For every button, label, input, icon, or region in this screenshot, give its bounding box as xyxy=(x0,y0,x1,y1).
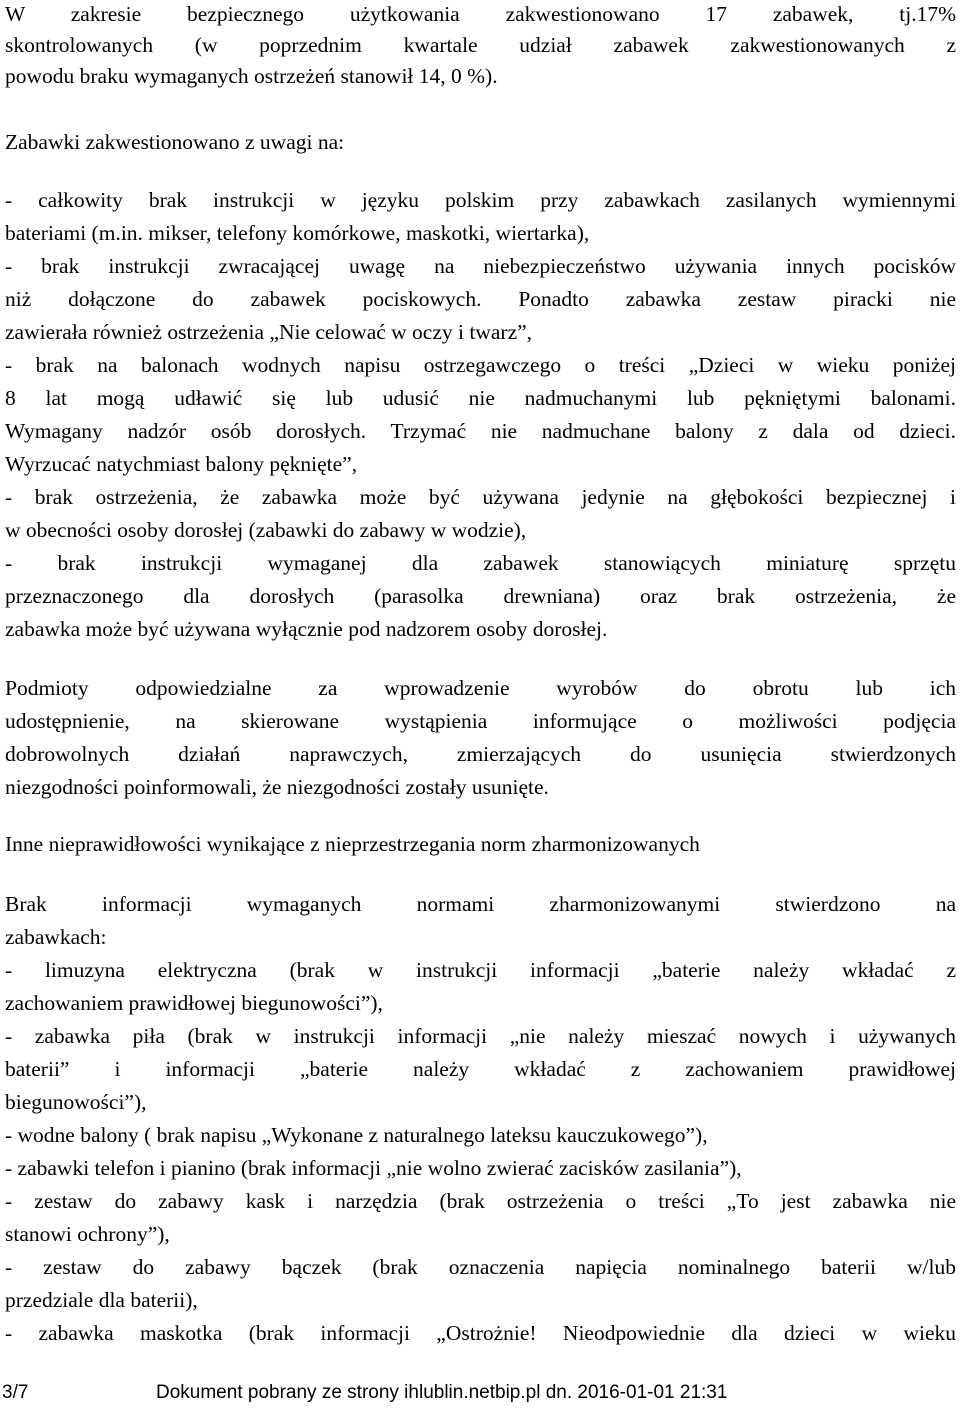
text-line-25: zabawkach: xyxy=(5,925,107,949)
text-line-31: - wodne balony ( brak napisu „Wykonane z naturalnego lateksu kauczukowego”), xyxy=(5,1123,708,1147)
text-line-14: - brak ostrzeżenia, że zabawka może być używana jedynie na głębokości bezpiecznej i xyxy=(5,485,956,509)
text-line-33: - zestaw do zabawy kask i narzędzia (brak ostrzeżenia o treści „To jest zabawka nie xyxy=(5,1189,956,1213)
text-line-22: niezgodności poinformowali, że niezgodności zostały usunięte. xyxy=(5,775,549,799)
text-line-8: niż dołączone do zabawek pociskowych. Ponadto zabawka zestaw piracki nie xyxy=(5,287,956,311)
text-line-23: Inne nieprawidłowości wynikające z nieprzestrzegania norm zharmonizowanych xyxy=(5,832,700,856)
text-line-12: Wymagany nadzór osób dorosłych. Trzymać nie nadmuchane balony z dala od dzieci. xyxy=(5,419,956,443)
text-line-7: - brak instrukcji zwracającej uwagę na niebezpieczeństwo używania innych pocisków xyxy=(5,254,956,278)
text-line-18: zabawka może być używana wyłącznie pod nadzorem osoby dorosłej. xyxy=(5,617,608,641)
text-line-11: 8 lat mogą udławić się lub udusić nie nadmuchanymi lub pękniętymi balonami. xyxy=(5,386,956,410)
page-footer xyxy=(0,1380,960,1406)
text-line-29: baterii” i informacji „baterie należy wkładać z zachowaniem prawidłowej xyxy=(5,1057,956,1081)
text-line-37: - zabawka maskotka (brak informacji „Ostrożnie! Nieodpowiednie dla dzieci w wieku xyxy=(5,1321,956,1345)
text-line-6: bateriami (m.in. mikser, telefony komórkowe, maskotki, wiertarka), xyxy=(5,221,590,245)
download-source-note: Dokument pobrany ze strony ihlublin.netbip.pl dn. 2016-01-01 21:31 xyxy=(156,1382,728,1403)
text-line-19: Podmioty odpowiedzialne za wprowadzenie wyrobów do obrotu lub ich xyxy=(5,676,956,700)
text-line-17: przeznaczonego dla dorosłych (parasolka drewniana) oraz brak ostrzeżenia, że xyxy=(5,584,956,608)
text-line-28: - zabawka piła (brak w instrukcji informacji „nie należy mieszać nowych i używanych xyxy=(5,1024,956,1048)
page-number: 3/7 xyxy=(2,1382,29,1403)
text-line-35: - zestaw do zabawy bączek (brak oznaczenia napięcia nominalnego baterii w/lub xyxy=(5,1255,956,1279)
text-line-21: dobrowolnych działań naprawczych, zmierzających do usunięcia stwierdzonych xyxy=(5,742,956,766)
text-line-20: udostępnienie, na skierowane wystąpienia informujące o możliwości podjęcia xyxy=(5,709,956,733)
text-line-26: - limuzyna elektryczna (brak w instrukcji informacji „baterie należy wkładać z xyxy=(5,958,956,982)
text-line-1: W zakresie bezpiecznego użytkowania zakwestionowano 17 zabawek, tj.17% xyxy=(5,2,956,26)
text-line-3: powodu braku wymaganych ostrzeżeń stanowił 14, 0 %). xyxy=(5,64,498,88)
text-line-15: w obecności osoby dorosłej (zabawki do zabawy w wodzie), xyxy=(5,518,527,542)
text-line-34: stanowi ochrony”), xyxy=(5,1222,170,1246)
text-line-4: Zabawki zakwestionowano z uwagi na: xyxy=(5,130,345,154)
text-line-24: Brak informacji wymaganych normami zharmonizowanymi stwierdzono na xyxy=(5,892,956,916)
text-line-5: - całkowity brak instrukcji w języku polskim przy zabawkach zasilanych wymiennymi xyxy=(5,188,956,212)
text-line-13: Wyrzucać natychmiast balony pęknięte”, xyxy=(5,452,358,476)
text-line-27: zachowaniem prawidłowej biegunowości”), xyxy=(5,991,383,1015)
text-line-36: przedziale dla baterii), xyxy=(5,1288,198,1312)
text-line-16: - brak instrukcji wymaganej dla zabawek stanowiących miniaturę sprzętu xyxy=(5,551,956,575)
text-line-2: skontrolowanych (w poprzednim kwartale udział zabawek zakwestionowanych z xyxy=(5,33,956,57)
text-line-9: zawierała również ostrzeżenia „Nie celować w oczy i twarz”, xyxy=(5,320,533,344)
text-line-10: - brak na balonach wodnych napisu ostrzegawczego o treści „Dzieci w wieku poniżej xyxy=(5,353,956,377)
text-line-32: - zabawki telefon i pianino (brak informacji „nie wolno zwierać zacisków zasilania”), xyxy=(5,1156,742,1180)
text-line-30: biegunowości”), xyxy=(5,1090,147,1114)
